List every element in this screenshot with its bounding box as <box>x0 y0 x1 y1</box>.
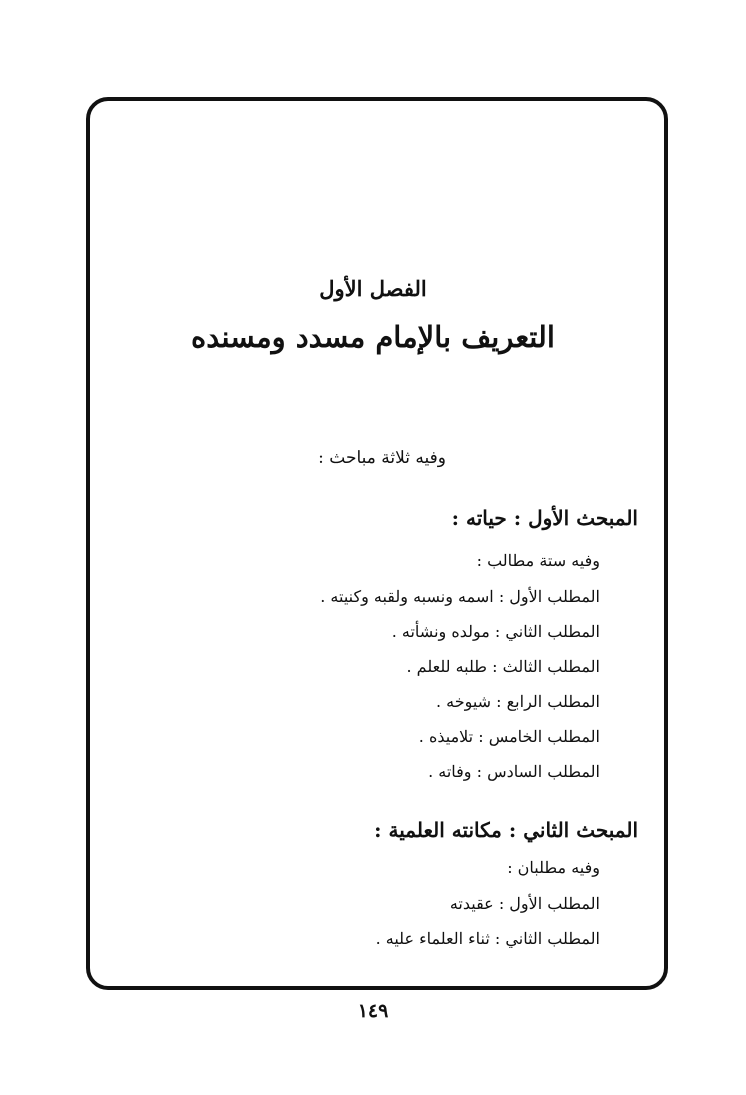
item-text: شيوخه . <box>435 692 492 711</box>
item-label: المطلب الأول : <box>498 894 600 913</box>
item-label: المطلب الثاني : <box>494 622 600 641</box>
section-2-subject: مكانته العلمية : <box>374 818 502 842</box>
section-2-title: المبحث الثاني : <box>508 818 638 842</box>
item-text: طلبه للعلم . <box>406 657 488 676</box>
item-label: المطلب الخامس : <box>478 727 600 746</box>
item-text: مولده ونشأته . <box>391 622 490 641</box>
item-label: المطلب الثاني : <box>494 929 600 948</box>
chapter-label: الفصل الأول <box>319 276 427 301</box>
item-label: المطلب السادس : <box>476 762 600 781</box>
section-1-subject: حياته : <box>451 506 507 530</box>
section-1-title: المبحث الأول : <box>513 506 638 530</box>
chapter-intro: وفيه ثلاثة مباحث : <box>318 448 446 468</box>
section-2-intro: وفيه مطلبان : <box>507 858 600 877</box>
item-text: تلاميذه . <box>418 727 474 746</box>
item-label: المطلب الرابع : <box>496 692 600 711</box>
page-border-frame <box>86 97 668 990</box>
section-2-item <box>376 929 600 948</box>
item-label: المطلب الأول : <box>498 587 600 606</box>
item-text: عقيدته <box>449 894 494 913</box>
section-2-item <box>450 894 600 913</box>
section-1-item <box>419 727 600 746</box>
item-text: وفاته . <box>428 762 472 781</box>
item-text: ثناء العلماء عليه . <box>375 929 490 948</box>
section-2-heading <box>374 818 638 842</box>
item-label: المطلب الثالث : <box>492 657 600 676</box>
section-1-intro: وفيه ستة مطالب : <box>476 551 600 570</box>
section-1-item <box>392 622 600 641</box>
page-number: ١٤٩ <box>357 1000 389 1022</box>
item-text: اسمه ونسبه ولقبه وكنيته . <box>320 587 494 606</box>
section-1-item <box>407 657 601 676</box>
section-1-item <box>436 692 600 711</box>
chapter-title: التعريف بالإمام مسدد ومسنده <box>191 320 555 354</box>
section-1-heading <box>452 506 638 530</box>
section-1-item <box>428 762 600 781</box>
section-1-item <box>320 587 600 606</box>
